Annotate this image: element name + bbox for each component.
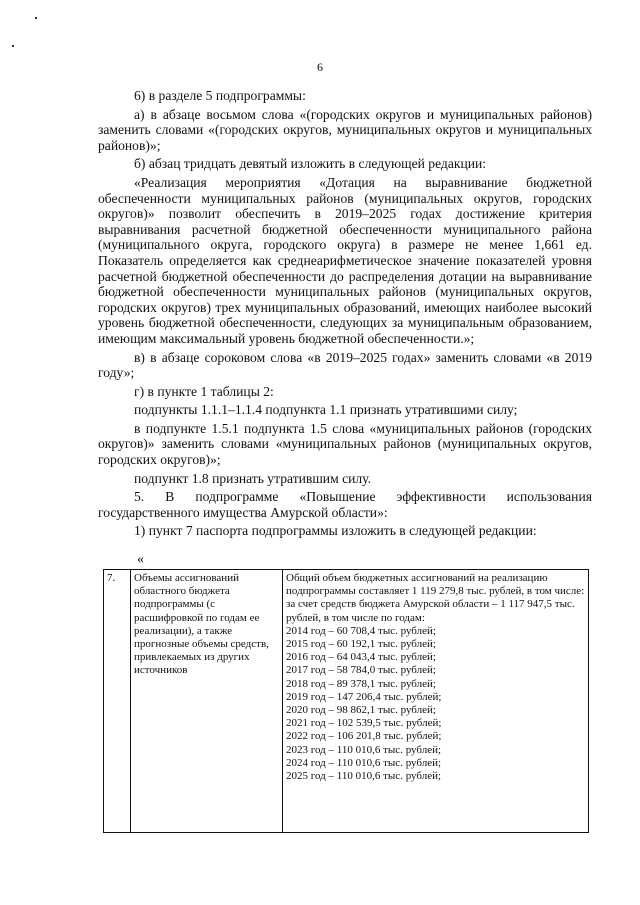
paragraph: 6) в разделе 5 подпрограммы: — [134, 88, 306, 103]
table-row — [104, 570, 589, 833]
year-line: 2025 год – 110 010,6 тыс. рублей; — [286, 770, 442, 783]
funding-intro: Общий объем бюджетных ассигнований на реализацию подпрограммы составляет 1 119 279,8 тыс. рублей, в том числе: — [286, 572, 585, 598]
paragraph: 5. В подпрограмме «Повышение эффективности использования государственного имущества Амурской области»: — [98, 489, 592, 520]
paragraph: «Реализация мероприятия «Дотация на выравнивание бюджетной обеспеченности муниципальных районов (муниципальных округов, городских округов)» позволит обеспечить в 2019–2025 годах достижение критерия выравнивания расчетной бюджетной обеспеченности муниципального района (муниципального округа, городского округа) в размере не менее 1,661 ед. Показатель определяется как среднеарифметическое значение показателей уровня расчетной бюджетной обеспеченности до распределения дотации на выравнивание бюджетной обеспеченности муниципальных районов (муниципальных округов, городских округов) трех муниципальных образований, имеющих наиболее высокий уровень бюджетной обеспеченности, следующих за муниципальным образованием, имеющим максимальный уровень бюджетной обеспеченности.»; — [98, 174, 592, 346]
year-line: 2016 год – 64 043,4 тыс. рублей; — [286, 651, 436, 664]
year-line: 2014 год – 60 708,4 тыс. рублей; — [286, 624, 436, 637]
paragraph: б) абзац тридцать девятый изложить в следующей редакции: — [134, 156, 487, 172]
funding-cell — [283, 570, 589, 833]
paragraph: подпункт 1.8 признать утратившим силу. — [134, 470, 371, 486]
year-line: 2020 год – 98 862,1 тыс. рублей; — [286, 704, 436, 717]
page-number: 6 — [317, 60, 323, 74]
year-line: 2022 год – 106 201,8 тыс. рублей; — [286, 730, 442, 743]
label-cell: Объемы ассигнований областного бюджета подпрограммы (с расшифровкой по годам ее реализации), а также прогнозные объемы средств, привлекаемых из других источников — [131, 570, 283, 833]
year-line: 2021 год – 102 539,5 тыс. рублей; — [286, 717, 442, 730]
year-line: 2017 год – 58 784,0 тыс. рублей; — [286, 664, 436, 677]
paragraph: а) в абзаце восьмом слова «(городских округов и муниципальных районов) заменить словами «(городских округов, муниципальных округов и муниципальных районов)»; — [98, 106, 592, 153]
year-line: 2015 год – 60 192,1 тыс. рублей; — [286, 638, 436, 651]
year-line: 2024 год – 110 010,6 тыс. рублей; — [286, 756, 442, 769]
opening-quote-mark: « — [137, 552, 144, 567]
passport-table — [103, 569, 589, 833]
year-line: 2023 год – 110 010,6 тыс. рублей; — [286, 743, 442, 756]
paragraph: в подпункте 1.5.1 подпункта 1.5 слова «муниципальных районов (городских округов)» заменить словами «муниципальных районов (муниципальных округов, городских округов)»; — [98, 420, 592, 468]
paragraph: подпункты 1.1.1–1.1.4 подпункта 1.1 признать утратившими силу; — [134, 402, 518, 418]
paragraph: в) в абзаце сороковом слова «в 2019–2025 годах» заменить словами «в 2019 году»; — [98, 349, 592, 381]
paragraph: г) в пункте 1 таблицы 2: — [134, 383, 274, 399]
year-line: 2018 год – 89 378,1 тыс. рублей; — [286, 677, 436, 690]
year-line: 2019 год – 147 206,4 тыс. рублей; — [286, 690, 442, 703]
document-body — [98, 88, 592, 542]
scan-speck — [35, 17, 37, 19]
row-number-cell: 7. — [104, 570, 131, 833]
paragraph: 1) пункт 7 паспорта подпрограммы изложить в следующей редакции: — [134, 523, 537, 539]
scan-speck — [12, 45, 14, 47]
funding-subtitle: за счет средств бюджета Амурской области – 1 117 947,5 тыс. рублей, в том числе по годам: — [286, 598, 575, 624]
